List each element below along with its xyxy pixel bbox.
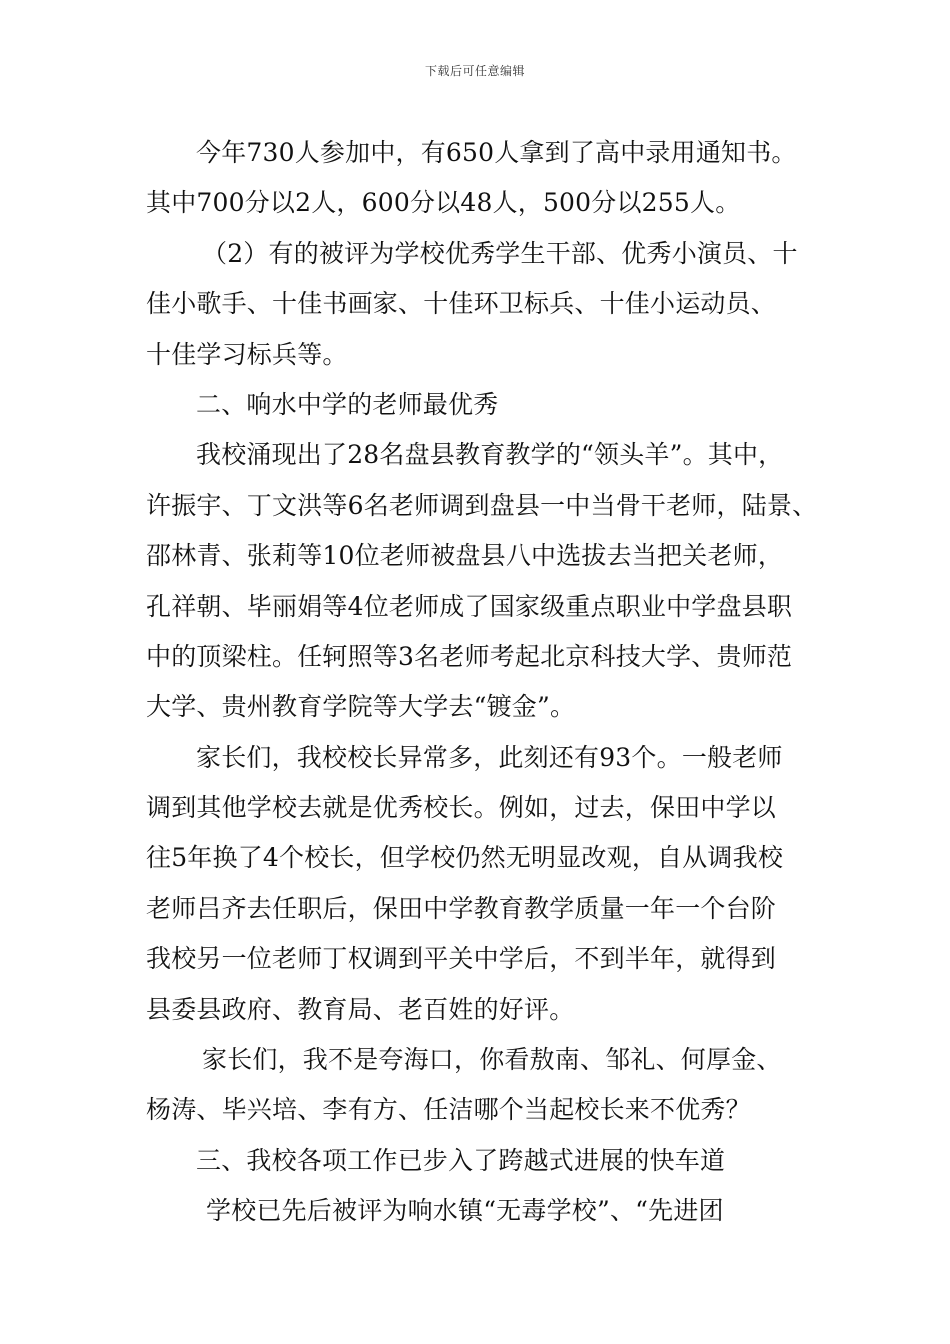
text-line: 中的顶梁柱。任轲照等3名老师考起北京科技大学、贵师范 (146, 641, 793, 671)
text-line: 孔祥朝、毕丽娟等4位老师成了国家级重点职业中学盘县职 (146, 591, 793, 621)
text-line: 邵林青、张莉等10位老师被盘县八中选拔去当把关老师， (146, 541, 784, 571)
text-line: 我校另一位老师丁权调到平关中学后，不到半年，就得到 (146, 944, 777, 974)
text-line: 杨涛、毕兴培、李有方、任洁哪个当起校长来不优秀？ (146, 1095, 751, 1125)
text-line: 其中700分以2人，600分以48人，500分以255人。 (146, 188, 741, 218)
text-line: 老师吕齐去任职后，保田中学教育教学质量一年一个台阶 (146, 893, 777, 923)
text-line: 家长们，我校校长异常多，此刻还有93个。一般老师 (196, 742, 783, 772)
text-line: 今年730人参加中，有650人拿到了高中录用通知书。 (196, 138, 797, 167)
text-line: 调到其他学校去就是优秀校长。例如，过去，保田中学以 (146, 793, 777, 823)
text-line: 十佳学习标兵等。 (146, 339, 348, 369)
text-line: 许振宇、丁文洪等6名老师调到盘县一中当骨干老师，陆景、 (146, 490, 818, 520)
section-heading: 三、我校各项工作已步入了跨越式进展的快车道 (196, 1145, 726, 1175)
text-line: 家长们，我不是夸海口，你看敖南、邹礼、何厚金、 (202, 1045, 782, 1075)
text-line: 县委县政府、教育局、老百姓的好评。 (146, 994, 575, 1024)
text-line: （2）有的被评为学校优秀学生干部、优秀小演员、十 (202, 238, 798, 268)
text-line: 我校涌现出了28名盘县教育教学的“领头羊”。其中， (196, 440, 784, 470)
text-line: 学校已先后被评为响水镇“无毒学校”、“先进团 (206, 1196, 724, 1226)
document-body (146, 128, 836, 1237)
page-header-note: 下载后可任意编辑 (424, 64, 525, 78)
section-heading: 二、响水中学的老师最优秀 (196, 389, 499, 419)
text-line: 佳小歌手、十佳书画家、十佳环卫标兵、十佳小运动员、 (146, 289, 777, 319)
text-line: 大学、贵州教育学院等大学去“镀金”。 (146, 692, 576, 722)
text-line: 往5年换了4个校长，但学校仍然无明显改观，自从调我校 (146, 843, 784, 873)
